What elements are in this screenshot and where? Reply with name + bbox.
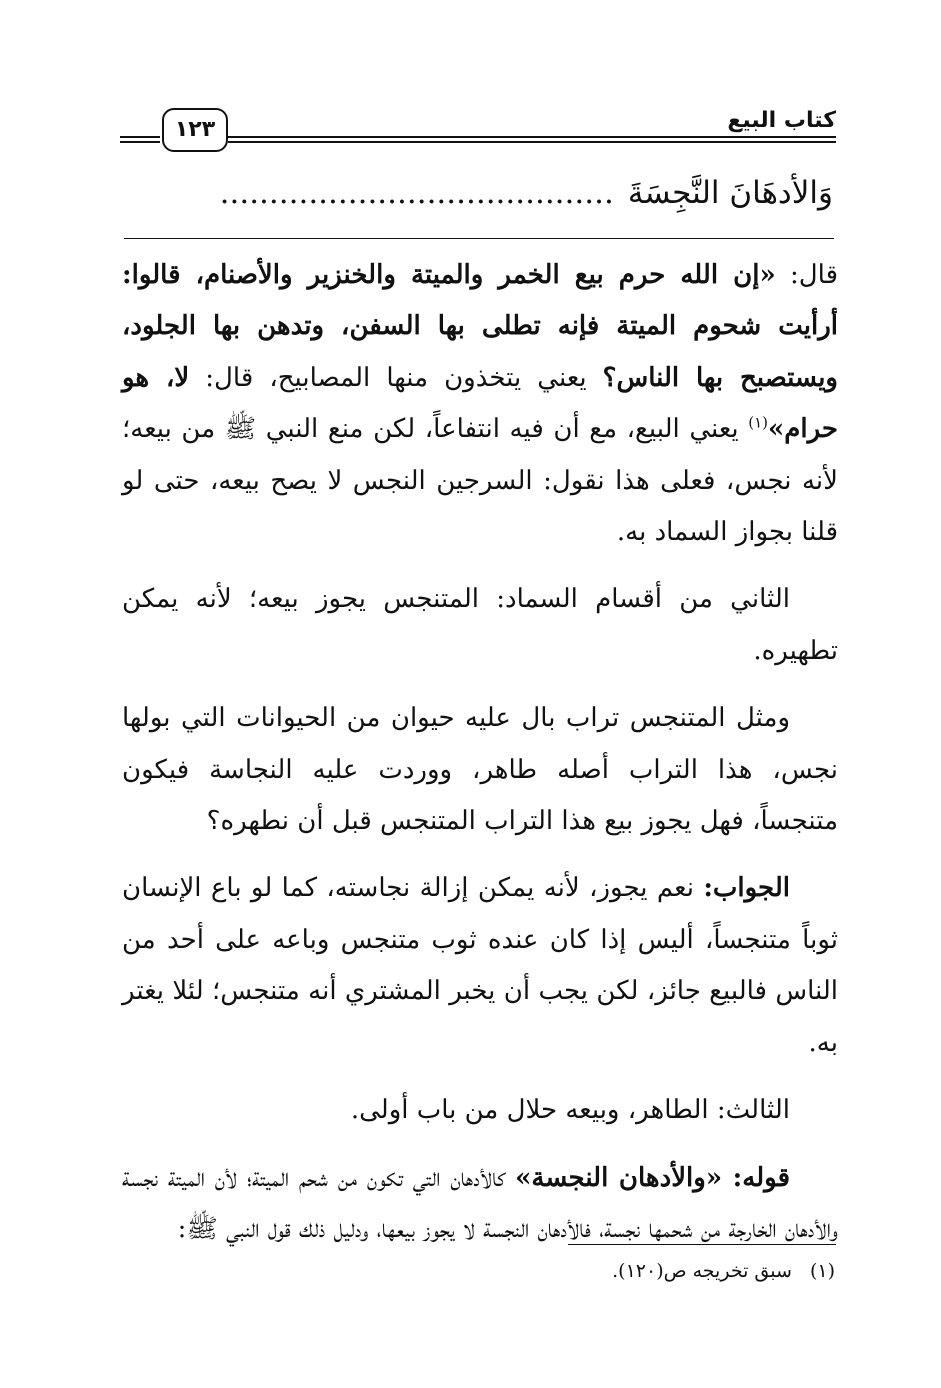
paragraph-4 [122, 863, 838, 1069]
p1-gloss: يعني يتخذون منها المصابيح، قال: [189, 362, 603, 393]
book-title: كتاب البيع [727, 108, 836, 133]
qawluhu-quote: «والأدهان النجسة» [515, 1162, 733, 1193]
qawluhu-text: كالأدهان التي تكون من شحم الميتة؛ لأن الميتة نجسة والأدهان الخارجة من شحمها نجسة، فالأدهان النجسة لا يجوز بيعها، ودليل ذلك قول النبي ﷺ: [122, 1162, 838, 1244]
page-number: ١٢٣ [162, 108, 228, 152]
footnote-text: سبق تخريجه ص(١٢٠). [612, 1260, 792, 1282]
matn-dots: ........................................ [219, 175, 614, 211]
running-header [116, 108, 836, 160]
paragraph-1 [122, 250, 838, 558]
answer-label: الجواب: [703, 873, 790, 904]
footnote-number: (١) [809, 1260, 835, 1282]
footnote [119, 1256, 835, 1286]
paragraph-6 [122, 1153, 838, 1256]
p1-rest: يعني البيع، مع أن فيه انتفاعاً، لكن منع النبي ﷺ من بيعه؛ لأنه نجس، فعلى هذا نقول: السرجين النجس لا يصح بيعه، حتى لو قلنا بجواز السماد به. [122, 414, 838, 548]
p1-intro: قال: [775, 260, 838, 290]
header-rule-right-upper [228, 136, 836, 138]
footnote-reference: (١) [748, 413, 768, 432]
matn-divider [124, 238, 834, 239]
p1-hadith: «إن الله حرم بيع الخمر والميتة والخنزير والأصنام، قالوا: أرأيت شحوم الميتة فإنه تطلى بها السفن، وتدهن بها الجلود، ويستصبح بها الناس؟ [122, 260, 838, 393]
paragraph-2: الثاني من أقسام السماد: المتنجس يجوز بيعه؛ لأنه يمكن تطهيره. [122, 584, 838, 666]
header-rule-right-lower [228, 141, 836, 143]
commentary-body [122, 250, 838, 1271]
paragraph-5: الثالث: الطاهر، وبيعه حلال من باب أولى. [350, 1095, 790, 1126]
header-rule-left-lower [120, 141, 160, 143]
footnote-divider [568, 1244, 836, 1245]
p1-hadith-answer: لا، هو حرام» [122, 362, 838, 445]
answer-text: نعم يجوز، لأنه يمكن إزالة نجاسته، كما لو باع الإنسان ثوباً متنجساً، أليس إذا كان عنده ثوب متنجس وباعه على أحد من الناس فالبيع جائز، لكن يجب أن يخبر المشتري أنه متنجس؛ لئلا يغتر به. [122, 873, 838, 1058]
matn-heading [121, 168, 833, 218]
header-rule-left-upper [120, 136, 160, 138]
qawluhu-label: قوله: [732, 1162, 790, 1193]
matn-text: وَالأدهَانَ النَّجِسَةَ [627, 175, 833, 211]
paragraph-3: ومثل المتنجس تراب بال عليه حيوان من الحيوانات التي بولها نجس، هذا التراب أصله طاهر، ووردت عليه النجاسة فيكون متنجساً، فهل يجوز بيع هذا التراب المتنجس قبل أن نطهره؟ [122, 703, 838, 837]
